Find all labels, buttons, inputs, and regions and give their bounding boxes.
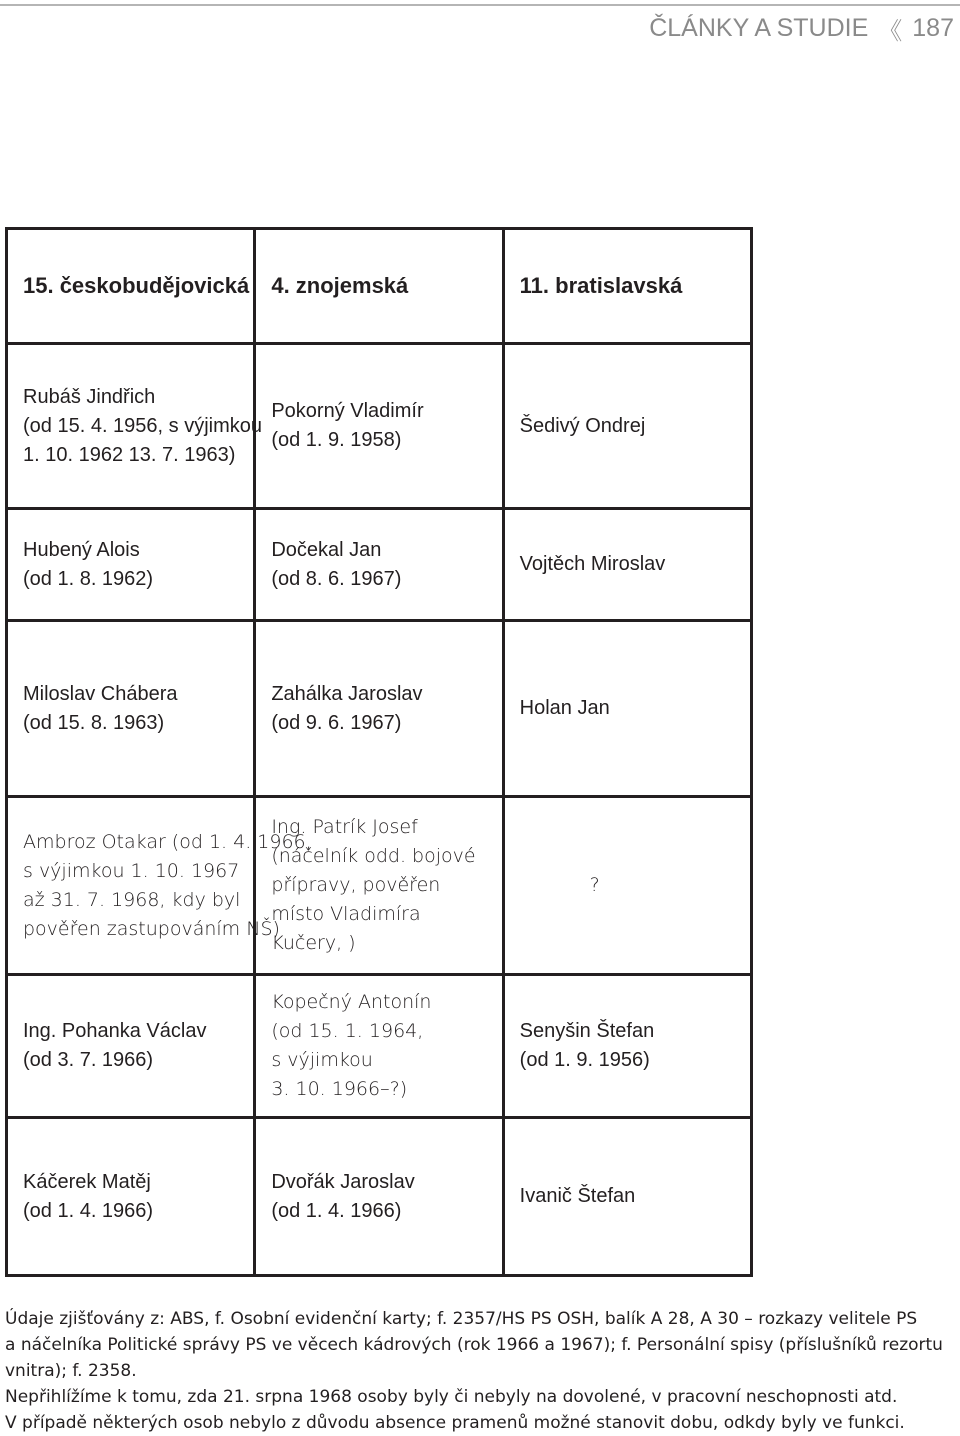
cell-text: pověřen zastupováním NŠ) bbox=[23, 917, 280, 940]
table-cell bbox=[7, 621, 255, 797]
cell-text: Ing. Patrík Josef bbox=[271, 816, 418, 838]
table-cell bbox=[255, 1118, 503, 1276]
cell-text: Rubáš Jindřich bbox=[23, 385, 156, 408]
note-line: Údaje zjišťovány z: ABS, f. Osobní evidenční karty; f. 2357/HS PS OSH, balík A 28, A 30 – rozkazy velitele PS bbox=[5, 1309, 918, 1329]
table-row bbox=[7, 621, 752, 797]
table-row bbox=[7, 344, 752, 509]
cell-text: Senyšin Štefan bbox=[519, 1020, 655, 1042]
table-cell bbox=[255, 509, 503, 621]
table-cell bbox=[255, 344, 503, 509]
table-cell bbox=[255, 621, 503, 797]
cell-text: (od 15. 8. 1963) bbox=[23, 711, 165, 734]
cell-text: 1. 10. 1962 13. 7. 1963) bbox=[23, 443, 236, 466]
cell-text: Ing. Pohanka Václav bbox=[23, 1020, 207, 1042]
table-cell bbox=[503, 1118, 751, 1276]
cell-text: Pokorný Vladimír bbox=[271, 400, 424, 422]
table-cell bbox=[503, 509, 751, 621]
table-row bbox=[7, 797, 752, 975]
cell-text: (náčelník odd. bojové bbox=[271, 845, 476, 867]
cell-text: Vojtěch Miroslav bbox=[519, 553, 666, 575]
section-title: ČLÁNKY A STUDIE bbox=[649, 13, 869, 42]
table-header-row bbox=[7, 229, 752, 344]
table-cell bbox=[7, 975, 255, 1118]
cell-text: (od 8. 6. 1967) bbox=[271, 567, 402, 590]
table-row bbox=[7, 509, 752, 621]
cell-text: Dočekal Jan bbox=[271, 538, 382, 561]
table-cell bbox=[503, 344, 751, 509]
cell-text: (od 1. 4. 1966) bbox=[271, 1199, 402, 1222]
table-cell bbox=[255, 975, 503, 1118]
table-cell bbox=[7, 1118, 255, 1276]
officer-table bbox=[5, 227, 753, 1277]
cell-text: Miloslav Chábera bbox=[23, 682, 178, 705]
cell-text: (od 1. 9. 1956) bbox=[519, 1049, 650, 1071]
cell-text: Káčerek Matěj bbox=[23, 1170, 151, 1193]
cell-text: Ivanič Štefan bbox=[519, 1185, 636, 1207]
cell-text: Kopečný Antonín bbox=[271, 991, 432, 1013]
cell-text: s výjimkou 1. 10. 1967 bbox=[23, 859, 240, 882]
cell-text: až 31. 7. 1968, kdy byl bbox=[23, 888, 241, 911]
cell-text: (od 3. 7. 1966) bbox=[23, 1049, 154, 1071]
table-cell bbox=[7, 509, 255, 621]
page-number: 187 bbox=[912, 13, 954, 42]
chevron-icon: 《 bbox=[878, 17, 903, 45]
cell-text: (od 9. 6. 1967) bbox=[271, 711, 402, 734]
table-row bbox=[7, 975, 752, 1118]
cell-text: Ambroz Otakar (od 1. 4. 1966, bbox=[23, 830, 312, 853]
cell-text: s výjimkou bbox=[271, 1049, 373, 1071]
cell-text: ? bbox=[589, 874, 600, 896]
cell-text: Dvořák Jaroslav bbox=[271, 1170, 415, 1193]
cell-text: (od 15. 1. 1964, bbox=[271, 1020, 424, 1042]
cell-text: (od 1. 4. 1966) bbox=[23, 1199, 154, 1222]
cell-text: Šedivý Ondrej bbox=[519, 414, 646, 437]
note-line: Nepřihlížíme k tomu, zda 21. srpna 1968 osoby byly či nebyly na dovolené, v pracovní neschopnosti atd. bbox=[5, 1387, 898, 1407]
table-row bbox=[7, 1118, 752, 1276]
table-cell bbox=[503, 797, 751, 975]
table-cell bbox=[503, 975, 751, 1118]
note-line: V případě některých osob nebylo z důvodu absence pramenů možné stanovit dobu, odkdy byly ve funkci. bbox=[5, 1413, 905, 1433]
cell-text: Zahálka Jaroslav bbox=[271, 682, 423, 705]
column-header-znojmo: 4. znojemská bbox=[255, 229, 503, 344]
cell-text: 3. 10. 1966–?) bbox=[271, 1078, 408, 1100]
header-rule bbox=[0, 4, 960, 6]
cell-text: místo Vladimíra bbox=[271, 903, 421, 925]
cell-text: Kučery, ) bbox=[271, 932, 356, 954]
cell-text: (od 15. 4. 1956, s výjimkou bbox=[23, 414, 263, 437]
cell-text: přípravy, pověřen bbox=[271, 874, 441, 896]
column-header-ceske-budejovice: 15. českobudějovická bbox=[7, 229, 255, 344]
table-cell bbox=[503, 621, 751, 797]
table-cell bbox=[7, 797, 312, 975]
table-cell bbox=[7, 344, 263, 509]
note-line: vnitra); f. 2358. bbox=[5, 1361, 137, 1381]
cell-text: Holan Jan bbox=[519, 697, 610, 719]
cell-text: (od 1. 9. 1958) bbox=[271, 429, 402, 451]
note-line: a náčelníka Politické správy PS ve věcech kádrových (rok 1966 a 1967); f. Personální spisy (příslušníků rezortu bbox=[5, 1335, 943, 1355]
cell-text: Hubený Alois bbox=[23, 538, 140, 561]
source-notes bbox=[5, 1306, 955, 1436]
table-cell bbox=[255, 797, 503, 975]
running-header bbox=[649, 10, 954, 46]
cell-text: (od 1. 8. 1962) bbox=[23, 567, 154, 590]
column-header-bratislava: 11. bratislavská bbox=[503, 229, 751, 344]
